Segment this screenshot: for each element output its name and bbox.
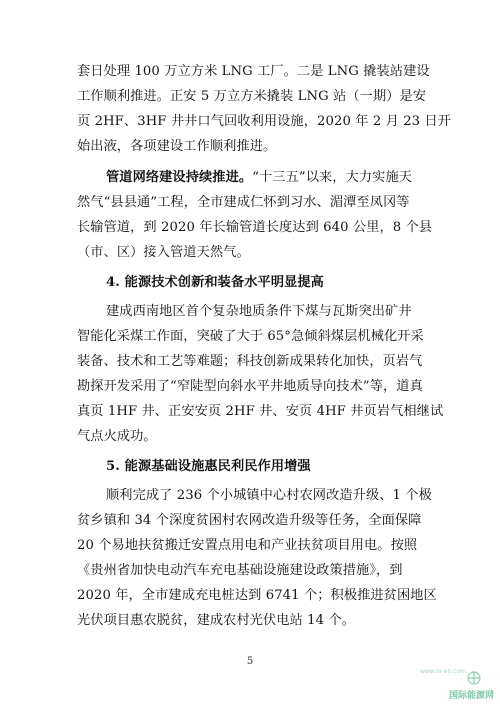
text-line: 套日处理 100 万立方米 LNG 工厂。二是 LNG 撬装站建设 — [77, 64, 430, 79]
text-line: 始出液，各项建设工作顺利推进。 — [77, 139, 277, 154]
text-line: 长输管道，到 2020 年长输管道长度达到 640 公里，8 个县 — [77, 220, 433, 235]
text-line: 光伏项目惠农脱贫，建成农村光伏电站 14 个。 — [77, 613, 356, 628]
watermark-text: 国际能源网 — [448, 691, 494, 701]
section-heading: 4. 能源技术创新和装备水平明显提高 — [106, 275, 324, 290]
text-line: 20 个易地扶贫搬迁安置点用电和产业扶贫项目用电。按照 — [77, 538, 418, 553]
text-line: 建成西南地区首个复杂地质条件下煤与瓦斯突出矿井 — [106, 304, 412, 319]
text-line: （市、区）接入管道天然气。 — [77, 245, 250, 260]
text-line: 勘探开发采用了“窄陡型向斜水平井地质导向技术”等，道真 — [77, 379, 423, 394]
paragraph-lead: 管道网络建设持续推进。 — [106, 170, 253, 185]
text-line: 工作顺利推进。正安 5 万立方米撬装 LNG 站（一期）是安 — [77, 89, 427, 104]
text-line: 页 2HF、3HF 井井口气回收利用设施，2020 年 2 月 23 日开 — [77, 114, 452, 129]
page-number: 5 — [246, 656, 254, 667]
text-line: 贫乡镇和 34 个深度贫困村农网改造升级等任务，全面保障 — [77, 513, 422, 528]
text-line: 然气“县县通”工程，全市建成仁怀到习水、湄潭至凤冈等 — [77, 195, 410, 210]
text-line: 顺利完成了 236 个小城镇中心村农网改造升级、1 个极 — [106, 488, 432, 503]
watermark-url: www.in-en.com — [420, 668, 466, 675]
text-line: 2020 年，全市建成充电桩达到 6741 个；积极推进贫困地区 — [77, 588, 437, 603]
paragraph-lead-line — [106, 168, 412, 188]
text-line: 智能化采煤工作面，突破了大于 65°急倾斜煤层机械化开采 — [77, 329, 424, 344]
text-line: “十三五”以来，大力实施天 — [252, 170, 413, 185]
text-line: 《贵州省加快电动汽车充电基础设施建设政策措施》，到 — [77, 563, 403, 578]
text-line: 气点火成功。 — [77, 429, 157, 444]
text-line: 装备、技术和工艺等难题；科技创新成果转化加快，页岩气 — [77, 354, 423, 369]
text-line: 真页 1HF 井、正安安页 2HF 井、安页 4HF 井页岩气相继试 — [77, 404, 444, 419]
section-heading: 5. 能源基础设施惠民利民作用增强 — [106, 459, 311, 474]
